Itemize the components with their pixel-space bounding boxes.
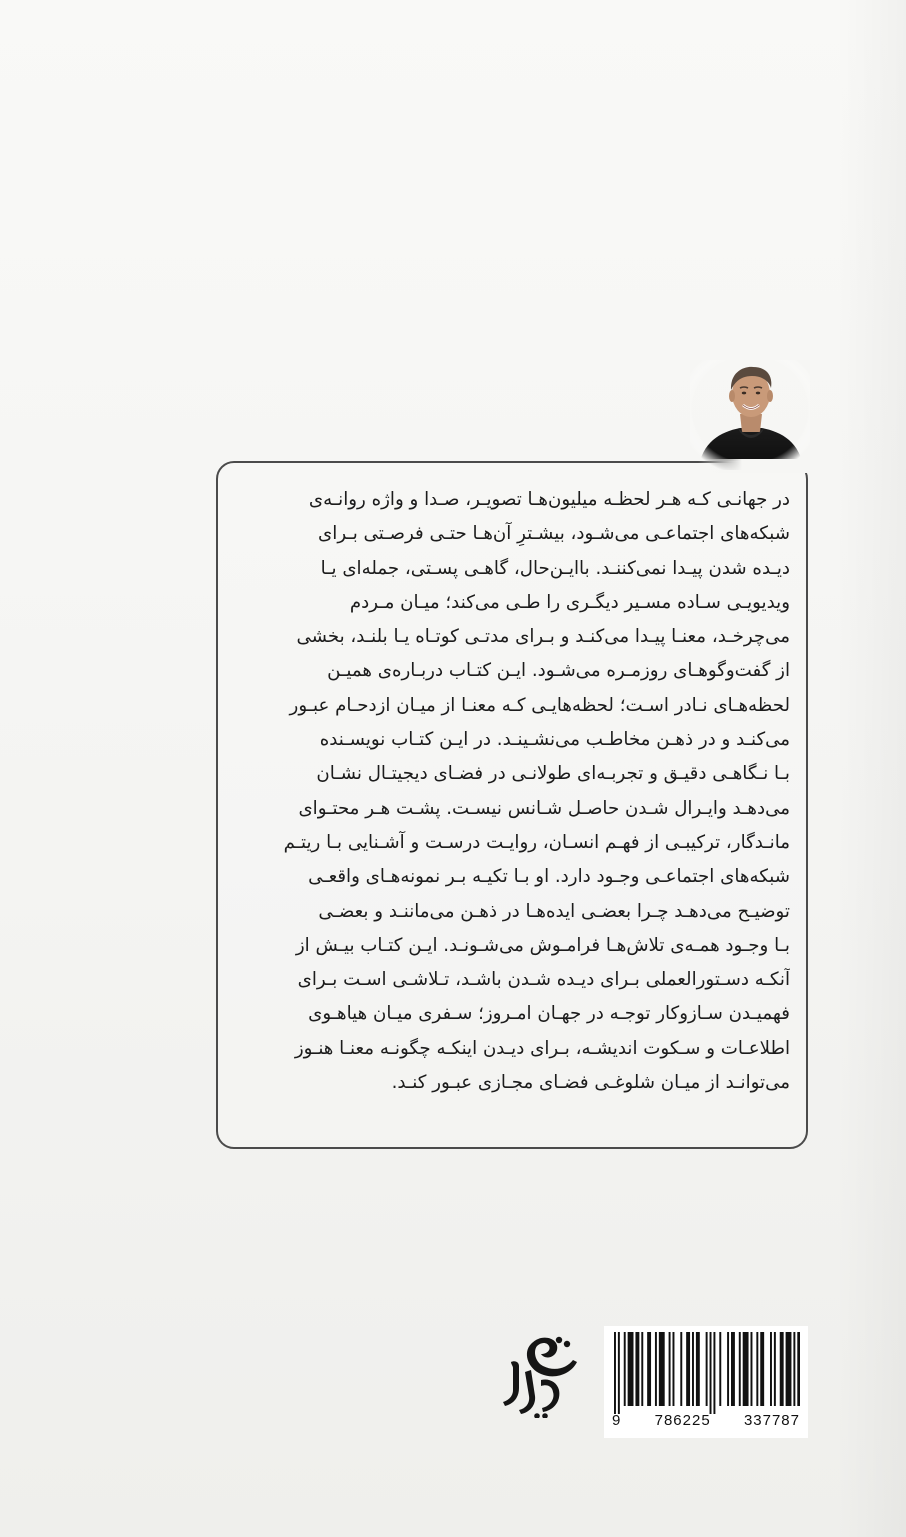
isbn-right-group: 337787 [743, 1412, 800, 1429]
barcode-bar [692, 1332, 694, 1406]
blurb-line: بـا وجـود همـه‌ی تلاش‌هـا فرامـوش می‌شـونـد. ایـن کتـاب بیـش از [295, 934, 790, 956]
blurb-line: آنکـه دسـتورالعملی بـرای دیـده شـدن باشـد، تـلاشـی اسـت بـرای [297, 969, 790, 991]
blurb-line: دیـده شدن پیـدا نمی‌کننـد. باایـن‌حال، گاهـی پسـتی، جمله‌ای یـا [320, 557, 790, 579]
blurb-line: می‌کنـد و در ذهـن مخاطـب می‌نشـینـد. در ایـن کتـاب نویسـنده [319, 729, 790, 751]
barcode-bar [618, 1332, 620, 1414]
barcode-bar [713, 1332, 715, 1414]
barcode-bar [641, 1332, 643, 1406]
blurb-line: مانـدگار، ترکیبـی از فهـم انسـان، روایـت درسـت و آشـنایی بـا ریتـم [283, 831, 790, 853]
isbn-left-group: 786225 [654, 1412, 711, 1429]
barcode-bar [706, 1332, 708, 1406]
blurb-line: شبکه‌های اجتماعـی وجـود دارد. او بـا تکیـه بـر نمونه‌هـای واقعـی [308, 866, 790, 888]
barcode-bar [614, 1332, 616, 1414]
barcode-bar [786, 1332, 792, 1406]
barcode-bar [635, 1332, 639, 1406]
blurb-line: اطلاعـات و سـکوت اندیشـه، بـرای دیـدن اینکـه چگونـه معنـا هنـوز [294, 1037, 790, 1059]
blurb-line: بـا نـگاهـی دقیـق و تجربـه‌ای طولانـی در فضـای دیجیتـال نشـان [316, 763, 790, 785]
isbn-barcode [604, 1326, 808, 1438]
blurb-line: ویدیویـی سـاده مسـیر دیگـری را طـی می‌کند؛ میـان مـردم [349, 591, 790, 613]
barcode-bar [659, 1332, 665, 1406]
isbn-prefix-digit: 9 [612, 1412, 622, 1429]
blurb-box [216, 461, 808, 1149]
blurb-line: می‌توانـد از میـان شلوغـی فضـای مجـازی عبـور کنـد. [391, 1072, 790, 1094]
book-blurb [232, 483, 790, 1100]
spine-shadow [836, 0, 906, 1537]
barcode-bar [710, 1332, 712, 1414]
barcode-bar [680, 1332, 682, 1406]
author-photo [690, 360, 810, 470]
blurb-line: می‌چرخـد، معنـا پیـدا می‌کنـد و بـرای مدتـی کوتـاه یـا بلنـد، بخشی [296, 626, 790, 648]
barcode-bar [628, 1332, 634, 1406]
barcode-bar [696, 1332, 700, 1406]
blurb-line: از گفت‌وگوهـای روزمـره می‌شـود. ایـن کتـاب دربـاره‌ی همیـن [327, 660, 790, 682]
barcode-bar [739, 1332, 741, 1406]
barcode-bar [780, 1332, 784, 1406]
barcode-bar [770, 1332, 772, 1406]
barcode-bar [751, 1332, 753, 1406]
barcode-bar [686, 1332, 690, 1406]
barcode-bar [719, 1332, 721, 1406]
blurb-line: لحظه‌هـای نـادر اسـت؛ لحظه‌هایـی کـه معنـا از میـان ازدحـام عبـور [289, 694, 790, 716]
barcode-bar [647, 1332, 651, 1406]
blurb-line: شبکه‌های اجتماعـی می‌شـود، بیشـترِ آن‌هـا حتـی فرصـتی بـرای [318, 523, 790, 545]
isbn-number [612, 1412, 800, 1429]
blurb-line: می‌دهـد وایـرال شـدن حاصـل شـانس نیسـت. پشـت هـر محتـوای [298, 797, 790, 819]
publisher-logo-text: وریا [497, 1332, 499, 1333]
barcode-bar [624, 1332, 626, 1406]
barcode-bar [731, 1332, 735, 1406]
barcode-bar [797, 1332, 800, 1406]
blurb-line: فهمیـدن سـازوکار توجـه در جهـان امـروز؛ سـفری میـان هیاهـوی [308, 1003, 790, 1025]
publisher-logo [497, 1332, 585, 1418]
barcode-bar [793, 1332, 795, 1406]
barcode-bar [669, 1332, 671, 1406]
barcode-bar [774, 1332, 776, 1406]
blurb-line: در جهانـی کـه هـر لحظـه میلیون‌هـا تصویـر، صـدا و واژه روانـه‌ی [308, 489, 790, 510]
barcode-bar [756, 1332, 758, 1406]
barcode-bar [673, 1332, 675, 1406]
barcode-bar [743, 1332, 749, 1406]
barcode-bars [612, 1332, 800, 1414]
barcode-bar [727, 1332, 729, 1406]
barcode-bar [655, 1332, 657, 1406]
barcode-bar [760, 1332, 764, 1406]
blurb-line: توضیـح می‌دهـد چـرا بعضـی ایده‌هـا در ذهـن می‌ماننـد و بعضـی [318, 900, 790, 922]
